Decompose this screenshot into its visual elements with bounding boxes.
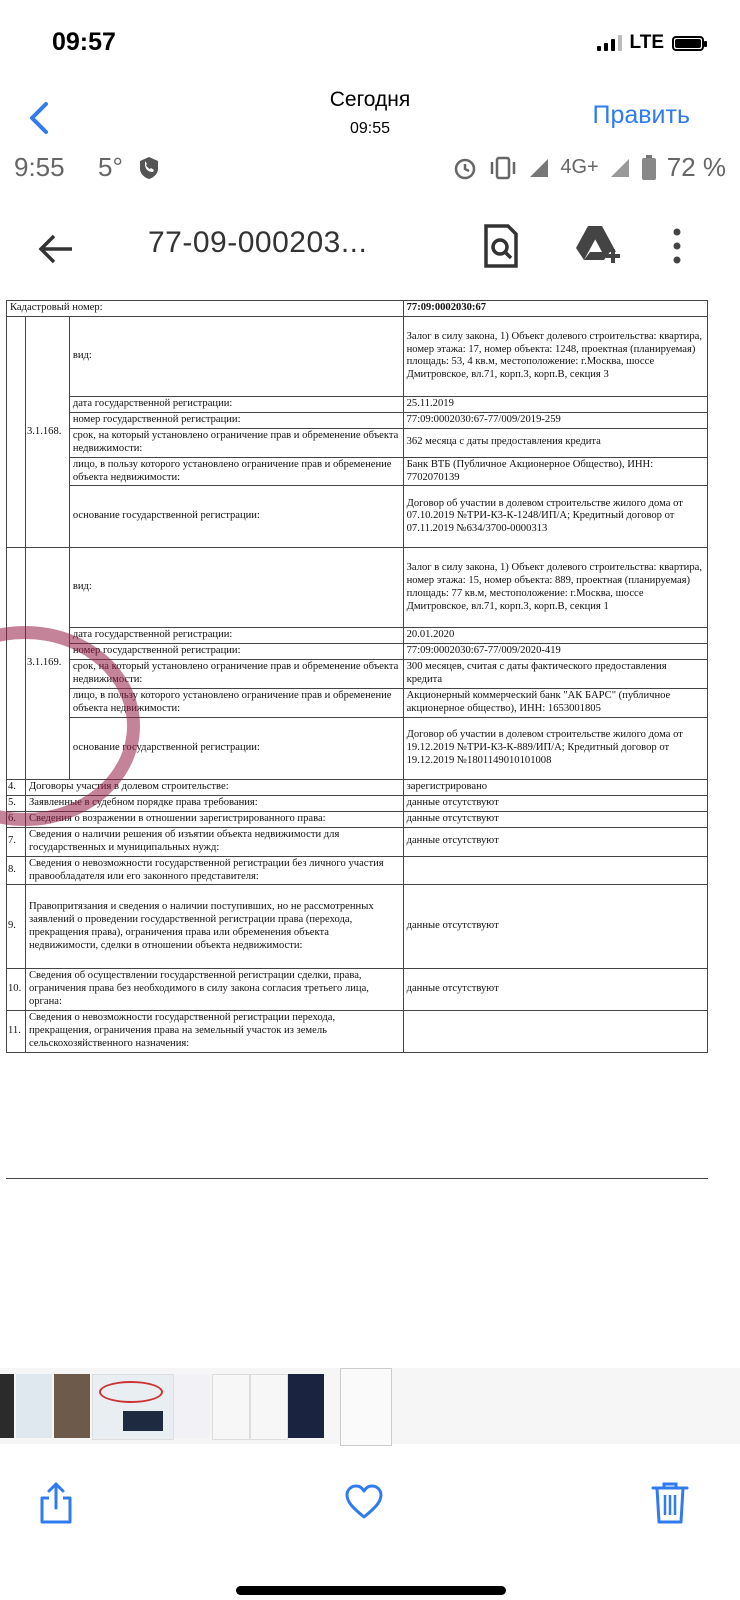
cadastral-label: Кадастровый номер: [7,301,404,317]
battery-icon-android [641,155,657,181]
pdf-title: 77-09-000203... [148,226,368,259]
cadastral-number: 77:09:0002030:67 [403,301,707,317]
table-row [7,811,708,827]
row-value: 25.11.2019 [403,396,707,412]
section-number: 4. [7,779,26,795]
android-network: 4G+ [560,156,599,178]
table-row [7,457,708,486]
pdf-page [0,298,740,1330]
table-row [7,827,708,856]
heart-icon[interactable] [344,1484,384,1520]
table-row [7,779,708,795]
section-label: Сведения о невозможности государственной регистрации перехода, прекращения, ограничения права на земельный участок из земель сельскохозяйственного назначения: [25,1011,403,1053]
table-row [7,1011,708,1053]
row-label: лицо, в пользу которого установлено ограничение прав и обременение объекта недвижимости: [69,689,403,718]
page-bottom-rule [6,1178,708,1179]
nav-subtitle: 09:55 [349,120,391,137]
navigation-bar [0,86,740,152]
signal-icon [528,157,550,179]
section-label: Заявленные в судебном порядке права требования: [25,795,403,811]
row-value: 300 месяцев, считая с даты фактического предоставления кредита [403,660,707,689]
table-row [7,885,708,969]
table-row [7,412,708,428]
section-number: 7. [7,827,26,856]
row-label: лицо, в пользу которого установлено ограничение прав и обременение объекта недвижимости: [69,457,403,486]
section-value [403,856,707,885]
section-label: Правопритязания и сведения о наличии поступивших, но не рассмотренных заявлений о проведении государственной регистрации права (перехода, прекращения права), ограничения права или обременения объекта недвижимости, сделки в отношении объекта недвижимости: [25,885,403,969]
section-value [403,1011,707,1053]
android-temperature: 5° [98,152,123,182]
row-label: вид: [69,548,403,628]
row-value: Акционерный коммерческий банк "АК БАРС" (публичное акционерное общество), ИНН: 1653001805 [403,689,707,718]
thumbnail-selected[interactable] [340,1368,392,1446]
status-indicators [597,32,704,54]
section-value: данные отсутствуют [403,885,707,969]
row-label: номер государственной регистрации: [69,644,403,660]
section-number: 5. [7,795,26,811]
section-number: 6. [7,811,26,827]
section-label: Договоры участия в долевом строительстве: [25,779,403,795]
more-vert-icon[interactable] [670,224,684,268]
thumbnail[interactable] [212,1374,250,1440]
row-label: основание государственной регистрации: [69,486,403,548]
row-value: Залог в силу закона, 1) Объект долевого строительства: квартира, номер этажа: 15, номер объекта: 889, проектная (планируемая) площадь: 77 кв.м, местоположение: г.Москва, шоссе Дмитровское, вл.71, корп.3, корп.В, секция 1 [403,548,707,628]
arrow-back-icon[interactable] [36,229,76,269]
section-label: Сведения о возражении в отношении зарегистрированного права: [25,811,403,827]
row-label: дата государственной регистрации: [69,628,403,644]
table-row [7,969,708,1011]
status-time: 09:57 [52,28,116,56]
row-label: срок, на который установлено ограничение прав и обременение объекта недвижимости: [69,660,403,689]
blank-cell [7,548,26,780]
section-value: данные отсутствуют [403,969,707,1011]
section-value: данные отсутствуют [403,795,707,811]
row-value: Залог в силу закона, 1) Объект долевого строительства: квартира, номер этажа: 17, номер объекта: 1248, проектная (планируемая) площадь: 53, 4 кв.м, местоположение: г.Москва, шоссе Дмитровское, вл.71, корп.3, корп.В, секция 3 [403,316,707,396]
battery-icon [672,36,704,51]
row-value: 77:09:0002030:67-77/009/2019-259 [403,412,707,428]
table-row [7,628,708,644]
section-value: данные отсутствуют [403,811,707,827]
table-row [7,428,708,457]
search-document-icon[interactable] [482,224,520,268]
table-row [7,316,708,396]
bottom-toolbar [0,1456,740,1600]
row-label: основание государственной регистрации: [69,717,403,779]
thumbnail[interactable] [288,1374,324,1438]
pdf-app-bar [0,202,740,302]
row-value: 77:09:0002030:67-77/009/2020-419 [403,644,707,660]
section-label: Сведения о наличии решения об изъятии объекта недвижимости для государственных и муниципальных нужд: [25,827,403,856]
row-label: срок, на который установлено ограничение прав и обременение объекта недвижимости: [69,428,403,457]
thumbnail[interactable] [174,1374,210,1438]
row-label: вид: [69,316,403,396]
row-value: Договор об участии в долевом строительстве жилого дома от 19.12.2019 №ТРИ-К3-К-889/ИП/А; Кредитный договор от 19.12.2019 №1801149010101008 [403,717,707,779]
block-number: 3.1.168. [25,316,69,548]
ios-status-bar [0,0,740,90]
table-row [7,486,708,548]
section-number: 8. [7,856,26,885]
section-number: 9. [7,885,26,969]
row-value: 20.01.2020 [403,628,707,644]
drive-add-icon[interactable] [574,224,622,268]
android-time: 9:55 [14,152,65,182]
table-row [7,396,708,412]
network-type: LTE [629,32,664,53]
thumbnail[interactable] [92,1374,174,1440]
section-label: Сведения о невозможности государственной регистрации без личного участия правообладателя или его законного представителя: [25,856,403,885]
android-battery: 72 % [666,152,726,182]
row-label: номер государственной регистрации: [69,412,403,428]
cellular-signal-icon [597,35,622,51]
trash-icon[interactable] [650,1480,690,1524]
thumbnail[interactable] [16,1374,52,1438]
blank-cell [7,316,26,548]
table-row [7,644,708,660]
home-indicator[interactable] [236,1586,506,1595]
thumbnail[interactable] [0,1374,14,1438]
table-row [7,689,708,718]
table-row [7,795,708,811]
block-number: 3.1.169. [25,548,69,780]
thumbnail-strip[interactable] [0,1368,740,1444]
section-value: зарегистрировано [403,779,707,795]
section-number: 10. [7,969,26,1011]
registry-table [6,300,708,1053]
table-row [7,548,708,628]
table-header-row [7,301,708,317]
photo-view[interactable] [0,152,740,1330]
vibrate-icon [488,155,518,181]
table-row [7,660,708,689]
section-label: Сведения об осуществлении государственной регистрации сделки, права, ограничения права без необходимого в силу закона согласия третьего лица, органа: [25,969,403,1011]
row-value: Банк ВТБ (Публичное Акционерное Общество), ИНН: 7702070139 [403,457,707,486]
share-icon[interactable] [36,1480,76,1524]
android-indicators [452,152,726,183]
alarm-icon [452,155,478,181]
signal-icon-2 [609,157,631,179]
table-row [7,856,708,885]
section-number: 11. [7,1011,26,1053]
thumbnail[interactable] [54,1374,90,1438]
row-value: Договор об участии в долевом строительстве жилого дома от 07.10.2019 №ТРИ-К3-К-1248/ИП/А; Кредитный договор от 07.11.2019 №634/3700-0000313 [403,486,707,548]
phone-icon [138,156,160,180]
row-label: дата государственной регистрации: [69,396,403,412]
edit-button[interactable]: Править [592,101,690,129]
table-row [7,717,708,779]
row-value: 362 месяца с даты предоставления кредита [403,428,707,457]
android-status-bar [0,152,740,188]
section-value: данные отсутствуют [403,827,707,856]
thumbnail[interactable] [250,1374,288,1440]
nav-title: Сегодня [329,88,411,111]
